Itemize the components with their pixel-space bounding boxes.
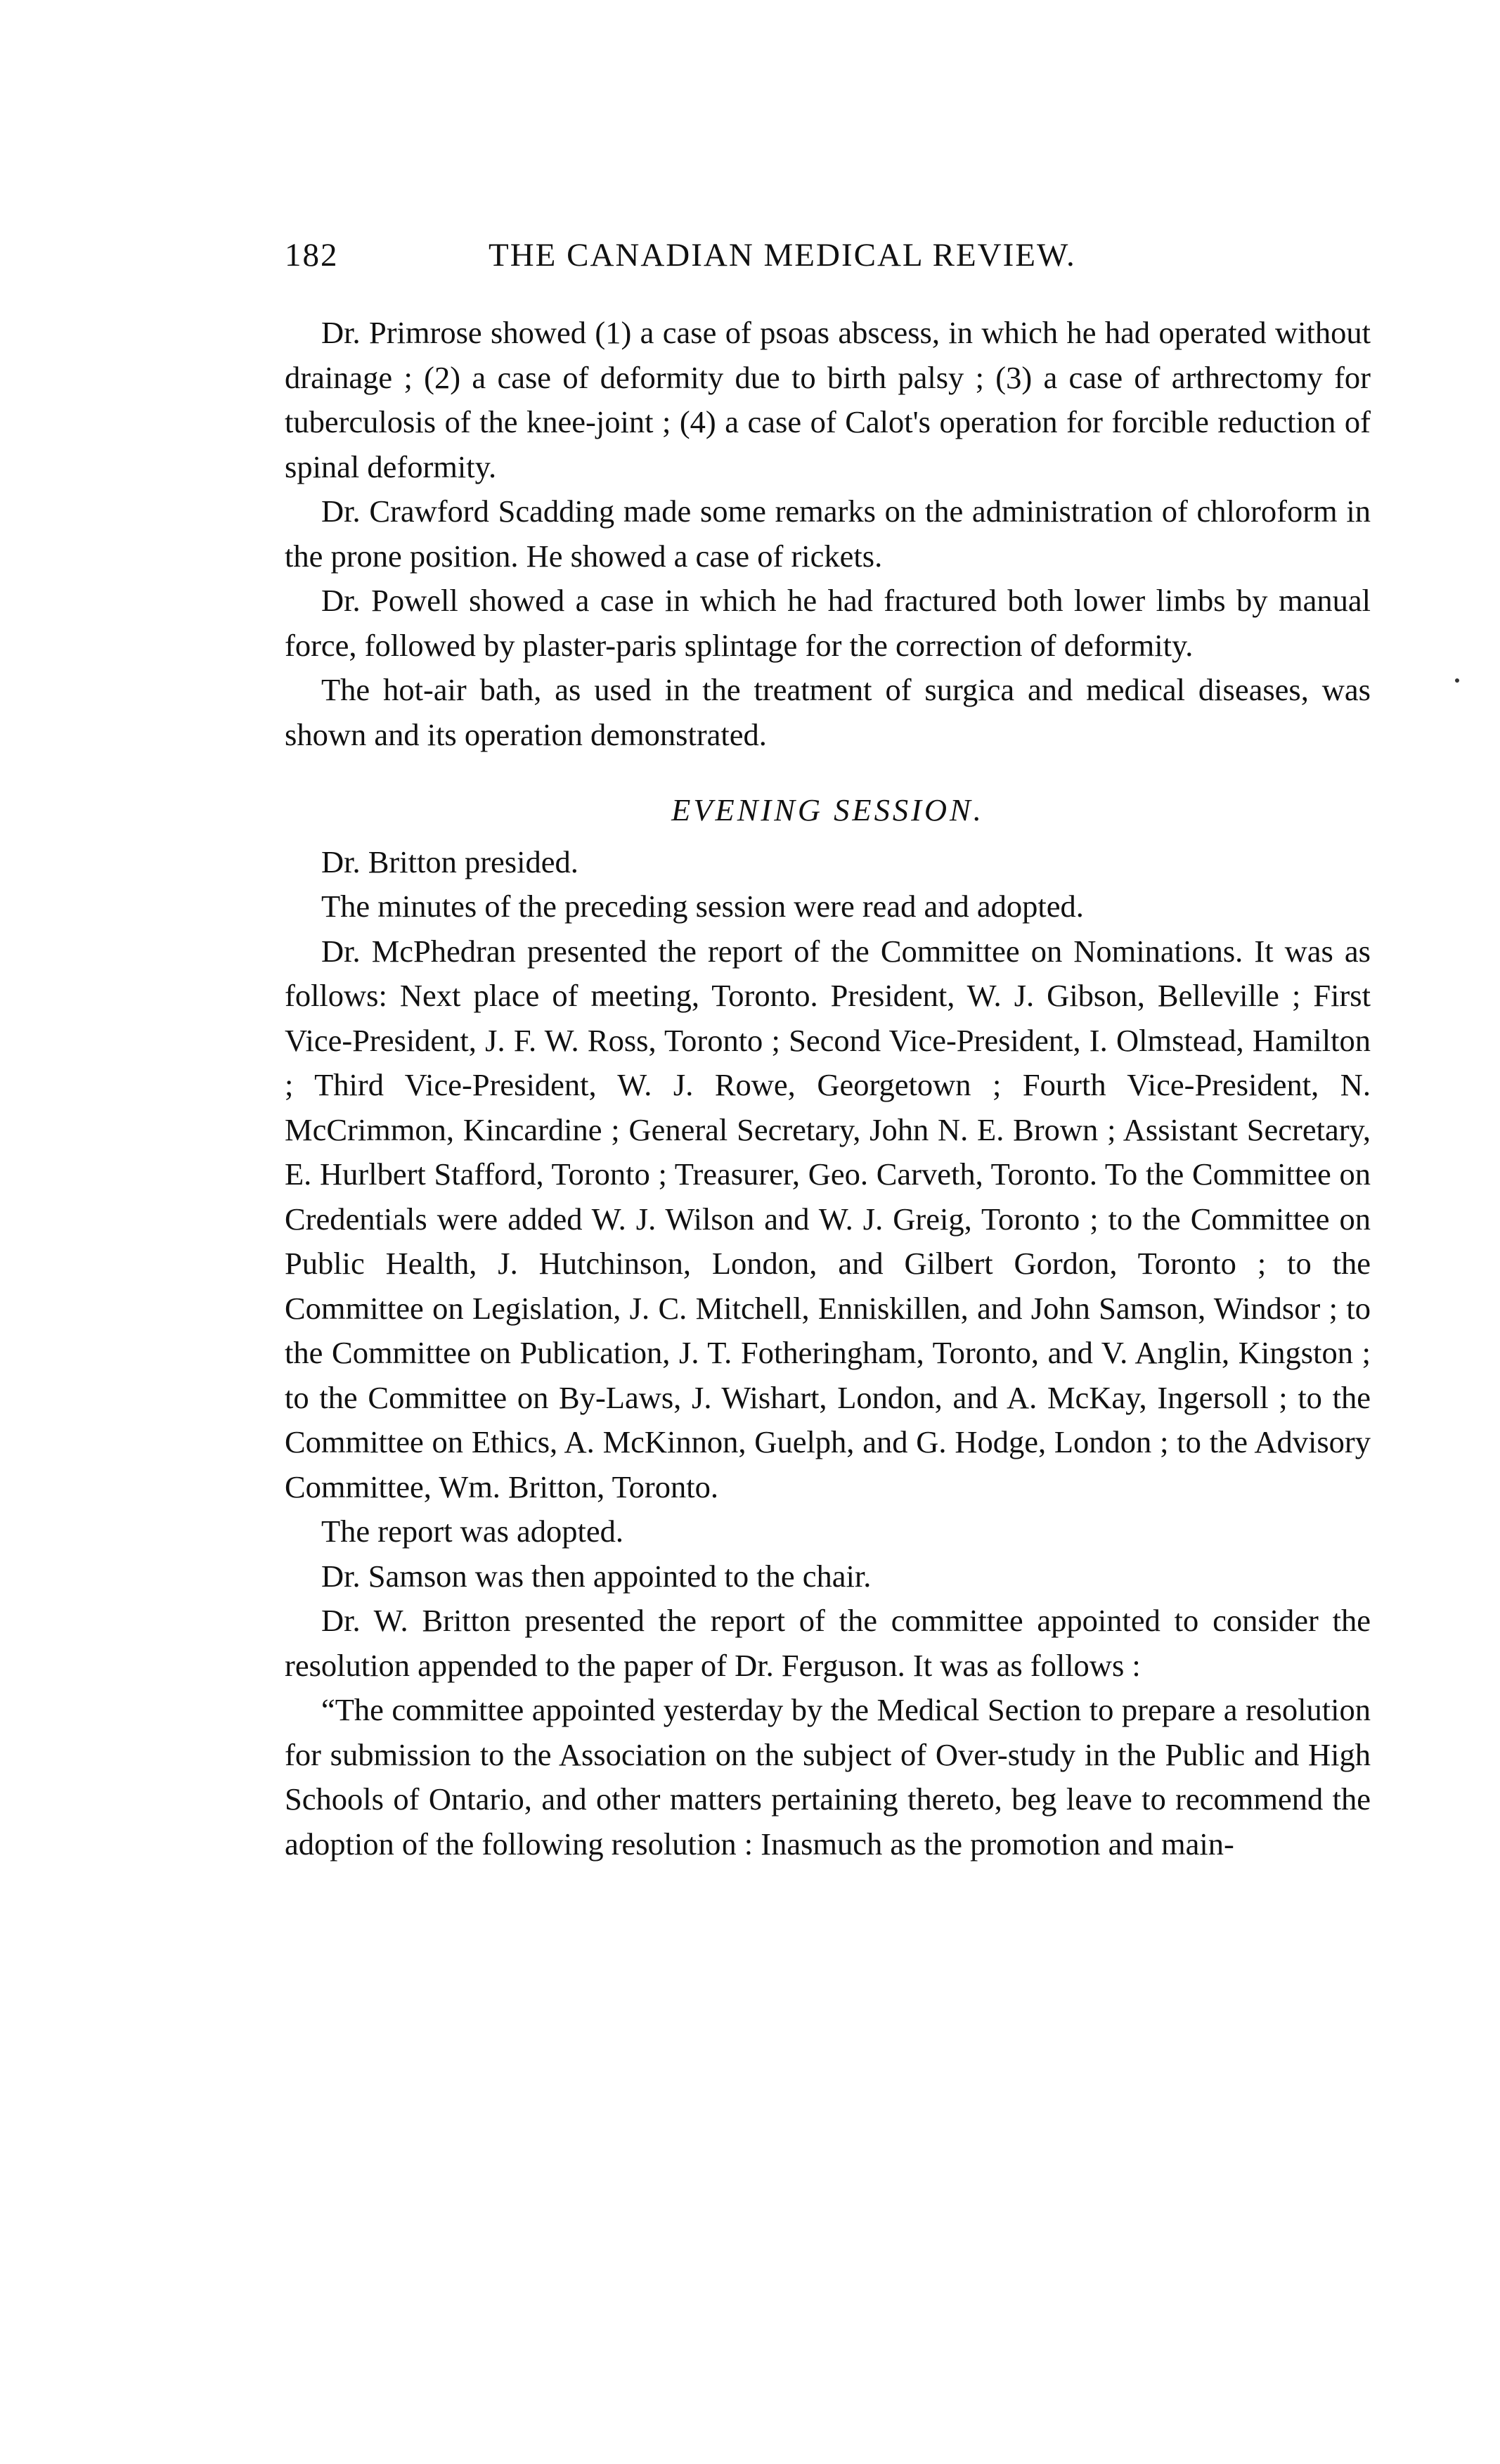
paragraph-samson-chair: Dr. Samson was then appointed to the chair. [321,1558,872,1594]
page-number: 182 [285,237,339,273]
stray-ink-mark [1455,678,1459,683]
paragraph-scadding: Dr. Crawford Scadding made some remarks on the administration of chloroform in the prone position. He showed a case of rickets. [285,494,1371,574]
paragraph-primrose: Dr. Primrose showed (1) a case of psoas abscess, in which he had operated without drainage ; (2) a case of deformity due to birth palsy ; (3) a case of arthrectomy for tuberculosis of the knee-joint ; (4) a case of Calot's operation for forcible reduction of spinal deformity. [285,315,1371,484]
paragraph-committee-resolution: “The committee appointed yesterday by the Medical Section to prepare a resolution for submission to the Association on the subject of Over-study in the Public and High Schools of Ontario, and other matters pertaining thereto, beg leave to recommend the adoption of the following resolution : Inasmuch as the promotion and main- [285,1692,1371,1862]
paragraph-britton-report: Dr. W. Britton presented the report of the committee appointed to consider the resolution appended to the paper of Dr. Ferguson. It was as follows : [285,1603,1371,1683]
paragraph-minutes: The minutes of the preceding session were read and adopted. [321,889,1084,924]
running-head [285,231,1374,280]
paragraph-hot-air-bath: The hot-air bath, as used in the treatment of surgica and medical diseases, was shown and its operation demonstrated. [285,672,1371,752]
body-text [285,311,1371,1866]
paragraph-report-adopted: The report was adopted. [321,1514,624,1549]
paragraph-nominations-report: Dr. McPhedran presented the report of the Committee on Nominations. It was as follows: Next place of meeting, Toronto. President, W. J. Gibson, Belleville ; First Vice-President, J. F. W. Ross, Toronto ; Second Vice-President, I. Olmstead, Hamilton ; Third Vice-President, W. J. Rowe, Georgetown ; Fourth Vice-President, N. McCrimmon, Kincardine ; General Secretary, John N. E. Brown ; Assistant Secretary, E. Hurlbert Stafford, Toronto ; Treasurer, Geo. Carveth, Toronto. To the Committee on Credentials were added W. J. Wilson and W. J. Greig, Toronto ; to the Committee on Public Health, J. Hutchinson, London, and Gilbert Gordon, Toronto ; to the Committee on Legislation, J. C. Mitchell, Enniskillen, and John Samson, Windsor ; to the Committee on Publication, J. T. Fotheringham, Toronto, and V. Anglin, Kingston ; to the Committee on By-Laws, J. Wishart, London, and A. McKay, Ingersoll ; to the Committee on Ethics, A. McKinnon, Guelph, and G. Hodge, London ; to the Advisory Committee, Wm. Britton, Toronto. [285,933,1371,1504]
paragraph-powell: Dr. Powell showed a case in which he had fractured both lower limbs by manual force, followed by plaster-paris splintage for the correction of deformity. [285,583,1371,663]
paragraph-britton-presided: Dr. Britton presided. [321,844,578,879]
journal-title: THE CANADIAN MEDICAL REVIEW. [489,237,1076,273]
section-heading-evening-session: EVENING SESSION. [671,792,984,827]
